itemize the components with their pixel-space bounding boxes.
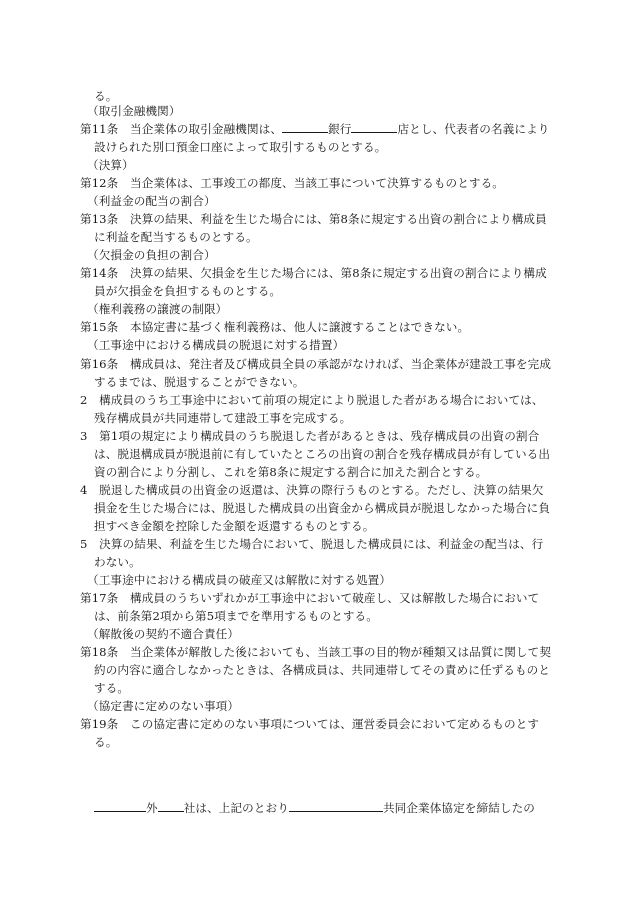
closing-line xyxy=(94,800,535,816)
section-heading: （解散後の契約不適合責任） xyxy=(87,627,240,641)
bank-name-blank xyxy=(282,121,328,133)
article-16: 第16条 構成員は、発注者及び構成員全員の承認がなければ、当企業体が建設工事を完成 xyxy=(80,357,552,371)
text-line: に利益を配当するものとする。 xyxy=(94,230,258,244)
text-line: 設けられた別口預金口座によって取引するものとする。 xyxy=(94,140,387,154)
section-heading: （協定書に定めのない事項） xyxy=(87,699,240,713)
text-line: 員が欠損金を負担するものとする。 xyxy=(94,284,282,298)
section-heading: （取引金融機関） xyxy=(87,104,181,118)
text-line: 残存構成員が共同連帯して建設工事を完成する。 xyxy=(94,411,352,425)
text-line: 損金を生じた場合には、脱退した構成員の出資金から構成員が脱退しなかった場合に負 xyxy=(94,501,551,515)
text-line: は、脱退構成員が脱退前に有していたところの出資の割合を残存構成員が有している出 xyxy=(94,447,551,461)
article-19: 第19条 この協定書に定めのない事項については、運営委員会において定めるものとす xyxy=(80,717,540,731)
text-line: 約の内容に適合しなかったときは、各構成員は、共同連帯してその責めに任ずるものと xyxy=(94,663,551,677)
closing-text: 社は、上記のとおり xyxy=(183,801,289,815)
text-line: わない。 xyxy=(94,555,141,569)
closing-text-cont: 共同企業体協定を締結したの xyxy=(382,801,535,815)
paragraph-4: 4 脱退した構成員の出資金の返還は、決算の際行うものとする。ただし、決算の結果欠 xyxy=(80,483,544,497)
article-17: 第17条 構成員のうちいずれかが工事途中において破産し、又は解散した場合において xyxy=(80,591,540,605)
text-line: る。 xyxy=(94,735,118,749)
article-13: 第13条 決算の結果、利益を生じた場合には、第8条に規定する出資の割合により構成員 xyxy=(80,212,547,226)
paragraph-2: 2 構成員のうち工事途中において前項の規定により脱退した者がある場合においては、 xyxy=(80,393,544,407)
paragraph-5: 5 決算の結果、利益を生じた場合において、脱退した構成員には、利益金の配当は、行 xyxy=(80,537,544,551)
bank-label: 銀行 xyxy=(328,122,352,136)
section-heading: （欠損金の負担の割合） xyxy=(87,248,216,262)
text-line: 担すべき金額を控除した金額を返還するものとする。 xyxy=(94,519,375,533)
closing-soto: 外 xyxy=(146,801,158,815)
article-11-text-cont: 店とし、代表者の名義により xyxy=(397,122,550,136)
article-18: 第18条 当企業体が解散した後においても、当該工事の目的物が種類又は品質に関して契 xyxy=(80,645,552,659)
article-15: 第15条 本協定書に基づく権利義務は、他人に譲渡することはできない。 xyxy=(80,320,470,334)
article-11-text: 第11条 当企業体の取引金融機関は、 xyxy=(80,122,283,136)
company-name-blank xyxy=(94,800,146,812)
company-count-blank xyxy=(158,800,184,812)
jv-name-blank xyxy=(289,800,383,812)
article-14: 第14条 決算の結果、欠損金を生じた場合には、第8条に規定する出資の割合により構成 xyxy=(80,266,547,280)
paragraph-3: 3 第1項の規定により構成員のうち脱退した者があるときは、残存構成員の出資の割合 xyxy=(80,429,540,443)
branch-name-blank xyxy=(351,121,397,133)
text-line: する。 xyxy=(94,681,130,695)
article-line xyxy=(80,121,549,137)
section-heading: （工事途中における構成員の脱退に対する措置） xyxy=(87,338,345,352)
text-line: するまでは、脱退することができない。 xyxy=(94,375,305,389)
section-heading: （利益金の配当の割合） xyxy=(87,194,216,208)
text-line: は、前条第2項から第5項までを準用するものとする。 xyxy=(94,609,378,623)
article-12: 第12条 当企業体は、工事竣工の都度、当該工事について決算するものとする。 xyxy=(80,176,505,190)
text-line: る。 xyxy=(94,89,118,103)
section-heading: （権利義務の譲渡の制限） xyxy=(87,302,228,316)
section-heading: （工事途中における構成員の破産又は解散に対する処置） xyxy=(87,573,392,587)
text-line: 資の割合により分割し、これを第8条に規定する割合に加えた割合とする。 xyxy=(94,465,488,479)
section-heading: （決算） xyxy=(87,158,134,172)
